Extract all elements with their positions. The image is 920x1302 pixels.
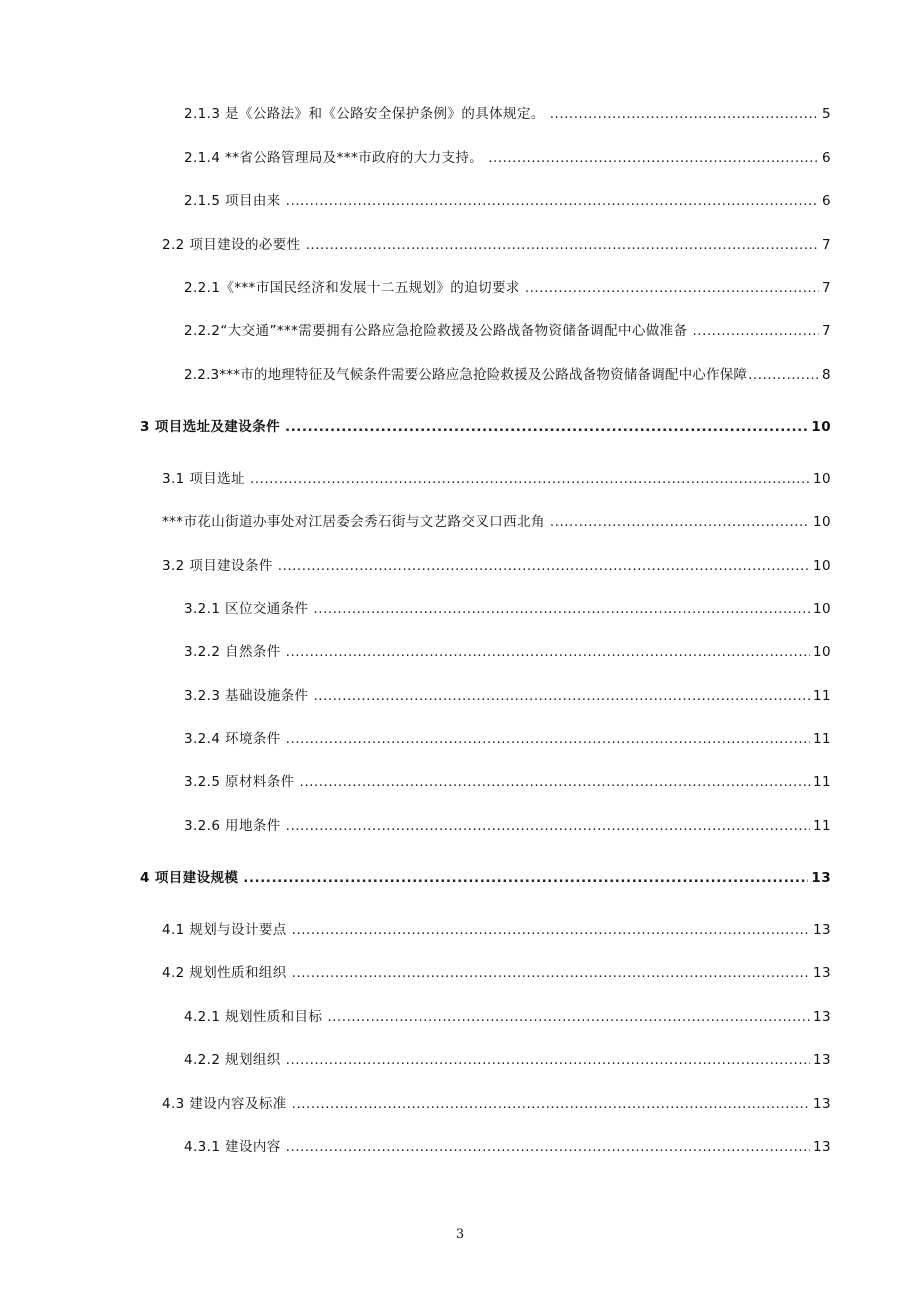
toc-entry-4 [140,869,831,887]
toc-entry-page: 13 [813,1052,831,1068]
toc-entry-3-2-2 [184,643,831,661]
toc-entry-2-2-1 [184,279,831,297]
toc-entry-label: 4.1 规划与设计要点 [162,922,287,938]
toc-leader-dots [286,817,810,835]
toc-entry-page: 7 [822,237,831,253]
toc-leader-dots [286,192,819,210]
toc-leader-dots [243,869,808,887]
toc-leader-dots [525,279,819,297]
toc-entry-page: 13 [813,1139,831,1155]
toc-entry-page: 13 [813,1009,831,1025]
toc-entry-label: 3.2.1 区位交通条件 [184,601,309,617]
toc-entry-2-1-5 [184,192,831,210]
toc-leader-dots [550,513,810,531]
toc-entry-page: 7 [822,280,831,296]
toc-entry-4-3 [162,1095,831,1113]
toc-leader-dots [278,557,810,575]
toc-entry-label: 2.2.2“大交通”***需要拥有公路应急抢险救援及公路战备物资储备调配中心做准备 [184,323,688,339]
toc-entry-label: 2.2 项目建设的必要性 [162,237,301,253]
toc-entry-2-2-3 [184,366,831,384]
toc-entry-label: 4.2.2 规划组织 [184,1052,281,1068]
toc-entry-page: 11 [813,818,831,834]
toc-entry-2-1-3 [184,105,831,123]
toc-entry-page: 6 [822,193,831,209]
toc-entry-label: 3.1 项目选址 [162,471,245,487]
toc-entry-4-2-1 [184,1008,831,1026]
toc-entry-3-2 [162,557,831,575]
toc-entry-page: 13 [813,1096,831,1112]
toc-entry-3 [140,418,831,436]
toc-entry-3-2-6 [184,817,831,835]
toc-entry-label: ***市花山街道办事处对江居委会秀石街与文艺路交叉口西北角 [162,514,545,530]
toc-entry-label: 3.2.2 自然条件 [184,644,281,660]
toc-entry-page: 8 [822,367,831,383]
toc-entry-label: 4.2.1 规划性质和目标 [184,1009,323,1025]
toc-leader-dots [292,1095,810,1113]
toc-entry-page: 11 [813,688,831,704]
toc-entry-page: 7 [822,323,831,339]
toc-entry-label: 3.2.3 基础设施条件 [184,688,309,704]
toc-leader-dots [306,236,819,254]
toc-leader-dots [286,1051,810,1069]
toc-entry-label: 3.2.4 环境条件 [184,731,281,747]
toc-leader-dots [748,366,821,384]
toc-entry-label: 3.2 项目建设条件 [162,558,273,574]
toc-entry-label: 4.2 规划性质和组织 [162,965,287,981]
toc-entry-label: 4 项目建设规模 [140,870,239,886]
toc-entry-label: 4.3 建设内容及标准 [162,1096,287,1112]
toc-leader-dots [286,1138,810,1156]
toc-leader-dots [693,322,820,340]
toc-entry-3-1 [162,470,831,488]
toc-entry-page: 10 [813,644,831,660]
toc-entry-3-2-3 [184,687,831,705]
toc-entry-4-3-1 [184,1138,831,1156]
toc-entry-label: 2.1.4 **省公路管理局及***市政府的大力支持。 [184,150,484,166]
toc-entry-4-1 [162,921,831,939]
toc-leader-dots [313,687,810,705]
toc-entry-page: 5 [822,106,831,122]
toc-leader-dots [286,643,810,661]
toc-leader-dots [292,921,810,939]
toc-entry-page: 10 [811,419,831,435]
toc-leader-dots [286,730,810,748]
toc-entry-page: 10 [813,514,831,530]
toc-entry-label: 2.1.5 项目由来 [184,193,281,209]
toc-entry-page: 10 [813,601,831,617]
toc-entry-4-2 [162,964,831,982]
toc-entry-label: 4.3.1 建设内容 [184,1139,281,1155]
toc-leader-dots [300,773,810,791]
toc-entry-3-2-4 [184,730,831,748]
toc-leader-dots [488,149,819,167]
toc-entry-site-address [162,513,831,531]
toc-entry-label: 3.2.5 原材料条件 [184,774,295,790]
toc-entry-4-2-2 [184,1051,831,1069]
toc-entry-2-1-4 [184,149,831,167]
toc-leader-dots [327,1008,810,1026]
toc-entry-page: 11 [813,774,831,790]
toc-leader-dots [313,600,810,618]
toc-entry-label: 3 项目选址及建设条件 [140,419,280,435]
toc-entry-page: 13 [811,870,831,886]
toc-entry-3-2-5 [184,773,831,791]
toc-leader-dots [292,964,810,982]
toc-entry-2-2-2 [184,322,831,340]
toc-entry-label: 2.2.3***市的地理特征及气候条件需要公路应急抢险救援及公路战备物资储备调配中心作保障 [184,367,748,383]
toc-entry-page: 13 [813,922,831,938]
toc-leader-dots [550,105,819,123]
toc-entry-2-2 [162,236,831,254]
toc-entry-page: 10 [813,471,831,487]
toc-entry-label: 2.2.1《***市国民经济和发展十二五规划》的迫切要求 [184,280,520,296]
toc-leader-dots [250,470,810,488]
toc-entry-3-2-1 [184,600,831,618]
toc-entry-label: 2.1.3 是《公路法》和《公路安全保护条例》的具体规定。 [184,106,545,122]
toc-entry-label: 3.2.6 用地条件 [184,818,281,834]
page-number: 3 [455,1227,465,1242]
toc-entry-page: 11 [813,731,831,747]
toc-entry-page: 6 [822,150,831,166]
toc-leader-dots [285,418,808,436]
toc-entry-page: 10 [813,558,831,574]
toc-entry-page: 13 [813,965,831,981]
